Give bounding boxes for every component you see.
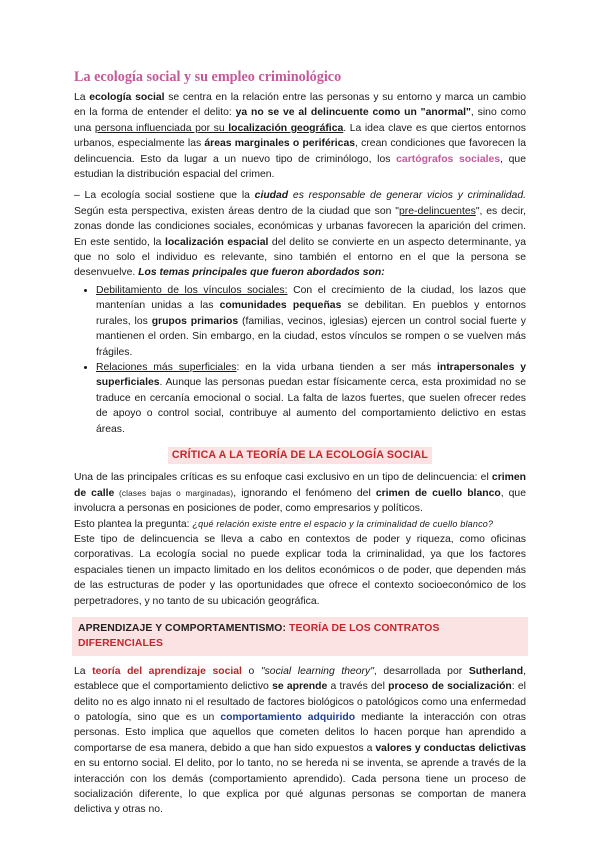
paragraph-cuello-blanco: Este tipo de delincuencia se lleva a cabo en contextos de poder y riqueza, como oficinas corporativas. La ecología social no puede explicar toda la criminalidad, ya que los factores espaciales tienen un impacto limitado en los delitos económicos o de poder, que dependen más de las estructuras de poder y las oportunidades que ofrece el contexto socioeconómico de los perpetradores, y no tanto de su ubicación geográfica. <box>74 533 526 607</box>
paragraph-critica <box>74 470 526 516</box>
blue-bold-text: comportamiento adquirido <box>220 712 356 724</box>
text: : en la vida urbana tienden a ser más <box>236 361 437 373</box>
italic-question: ¿qué relación existe entre el espacio y la criminalidad de cuello blanco? <box>192 518 494 529</box>
bold-text: crimen de calle <box>74 472 526 499</box>
text: , que involucra a personas en posiciones de poder, como empresarios y políticos. <box>74 487 526 515</box>
text: o <box>241 665 261 677</box>
text: . Aunque las personas puedan estar físicamente cerca, esta proximidad no se traduce en cercanía emocional o social. La falta de lazos fuertes, que suelen ofrecer redes de apoyo o control social, contribuye al aumento del comportamiento delictivo en estas áreas. <box>96 377 526 435</box>
text: se debilitan. En pueblos y entornos rurales, los <box>96 300 526 327</box>
bold-text: Sutherland <box>468 665 524 677</box>
italic-text: es responsable de generar vicios y criminalidad. <box>288 190 526 202</box>
text: , que estudian la distribución espacial del crimen. <box>74 153 526 181</box>
bold-text: intrapersonales y superficiales <box>96 361 526 389</box>
bold-text: áreas marginales o periféricas <box>204 138 356 150</box>
small-text: (clases bajas o marginadas) <box>114 488 234 498</box>
list-item <box>96 283 526 360</box>
text: , sino como una <box>74 107 526 134</box>
bold-italic-text: ciudad <box>254 190 289 202</box>
bold-italic-text: Los temas principales que fueron abordados son: <box>138 267 385 279</box>
text: Esto plantea la pregunta: <box>74 518 193 530</box>
text: se centra en la relación entre las personas y su entorno y marca un cambio en la forma de entender el delito: <box>74 92 526 119</box>
bold-text: comunidades pequeñas <box>219 300 342 312</box>
list-item <box>96 360 526 437</box>
bold-text: se aprende <box>272 681 328 693</box>
text: La <box>74 665 93 677</box>
underlined-text: Debilitamiento de los vínculos sociales: <box>96 284 288 296</box>
bold-text: crimen de cuello blanco <box>375 487 501 499</box>
red-bold-text: teoría del aprendizaje social <box>92 665 242 677</box>
underlined-text: persona influenciada por su <box>94 122 229 134</box>
text: : el delito no es algo innato ni el resultado de factores biológicos o patológicos como una enfermedad o patología, sino que es un <box>74 681 526 724</box>
bold-text: grupos primarios <box>151 315 239 327</box>
bullet-list <box>74 283 526 437</box>
text: , ignorando el fenómeno del <box>233 487 376 499</box>
document-title: La ecología social y su empleo criminológico <box>74 69 342 85</box>
text: Una de las principales críticas es su enfoque casi exclusivo en un tipo de delincuencia: el <box>74 472 492 484</box>
underlined-bold-text: localización geográfica <box>228 122 344 134</box>
text: Con el crecimiento de la ciudad, los lazos que mantenían unidas a las <box>96 284 526 312</box>
text: , crean condiciones que favorecen la delincuencia. Esto da lugar a un nuevo tipo de criminólogo, los <box>74 138 526 165</box>
paragraph-ciudad <box>74 188 526 280</box>
bold-text: localización espacial <box>164 236 269 248</box>
text: La <box>74 92 90 103</box>
underlined-text: pre-delincuentes <box>398 205 476 217</box>
paragraph-pregunta <box>74 517 526 532</box>
text: a través del <box>327 681 389 693</box>
document-body <box>74 68 526 818</box>
bold-text: valores y conductas delictivas <box>375 742 526 754</box>
text: (familias, vecinos, iglesias) ejercen un control social fuerte y mantienen el orden. Sin embargo, en la ciudad, estos vínculos se rompen o se vuelven más frágiles. <box>96 315 526 358</box>
heading-text: CRÍTICA A LA TEORÍA DE LA ECOLOGÍA SOCIAL <box>168 447 432 464</box>
text: – La ecología social sostiene que la <box>74 190 255 202</box>
text: del delito se convierte en un aspecto determinante, ya que no solo el individuo es relevante, sino también el entorno en el que la persona se desenvuelve. <box>74 236 526 279</box>
text: mediante la interacción con otras personas. Esto implica que aquellos que cometen delitos lo hacen porque han aprendido a comportarse de esa manera, debido a que han sido expuestos a <box>74 712 526 754</box>
italic-text: "social learning theory" <box>260 665 374 677</box>
bold-text: ya no se ve al delincuente como un "anormal" <box>235 107 471 119</box>
underlined-text: Relaciones más superficiales <box>96 361 237 373</box>
paragraph-ecologia-intro <box>74 90 526 182</box>
highlight-text: cartógrafos sociales <box>396 153 501 165</box>
heading-text: APRENDIZAJE Y COMPORTAMENTISMO: <box>78 623 290 634</box>
text: ", es decir, zonas donde las condiciones sociales, económicas y urbanas favorecen la aparición del crimen. En este sentido, la <box>74 205 526 248</box>
text: . La idea clave es que ciertos entornos urbanos, especialmente las <box>74 122 526 150</box>
bold-text: ecología social <box>89 92 165 103</box>
paragraph-aprendizaje <box>74 664 526 818</box>
text: en su entorno social. El delito, por lo tanto, no se hereda ni se inventa, se aprende a través de la interacción con los demás (comportamiento aprendido). Cada persona tiene un proceso de socialización diferente, lo que explica por qué algunas personas se comportan de manera delictiva y otras no. <box>74 758 526 816</box>
text: , establece que el comportamiento delictivo <box>74 665 526 693</box>
text: Según esta perspectiva, existen áreas dentro de la ciudad que son " <box>74 205 399 217</box>
section-heading-critica <box>74 447 526 464</box>
text: , desarrollada por <box>373 665 469 677</box>
heading-highlight: TEORÍA DE LOS CONTRATOS DIFERENCIALES <box>78 623 440 650</box>
section-heading-aprendizaje <box>72 617 528 656</box>
bold-text: proceso de socialización <box>388 681 512 693</box>
